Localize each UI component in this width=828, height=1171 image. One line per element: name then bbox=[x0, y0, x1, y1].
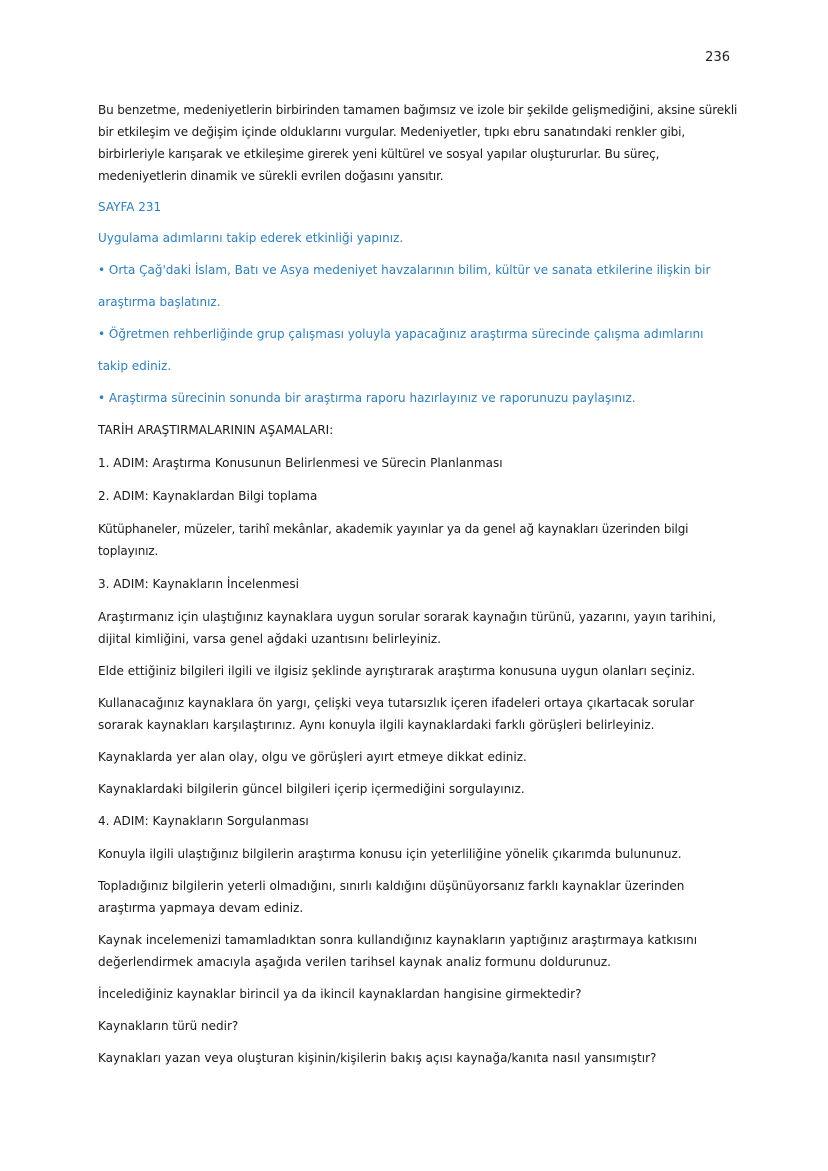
step-text: Kütüphaneler, müzeler, tarihî mekânlar, akademik yayınlar ya da genel ağ kaynakları üzerinden bilgi toplayınız. bbox=[98, 522, 689, 558]
stages-heading: TARİH ARAŞTIRMALARININ AŞAMALARI: bbox=[98, 423, 334, 437]
section-label: SAYFA 231 bbox=[98, 200, 162, 214]
step-text: İncelediğiniz kaynaklar birincil ya da ikincil kaynaklardan hangisine girmektedir? bbox=[98, 987, 582, 1001]
step-text: Kaynakları yazan veya oluşturan kişinin/kişilerin bakış açısı kaynağa/kanıta nasıl yansımıştır? bbox=[98, 1051, 657, 1065]
instruction-line: • Öğretmen rehberliğinde grup çalışması yoluyla yapacağınız araştırma sürecinde çalışma adımlarını bbox=[98, 327, 704, 341]
instruction-line: takip ediniz. bbox=[98, 359, 172, 373]
instruction-line: araştırma başlatınız. bbox=[98, 295, 221, 309]
step-text: Elde ettiğiniz bilgileri ilgili ve ilgisiz şeklinde ayrıştırarak araştırma konusuna uygun olanları seçiniz. bbox=[98, 664, 696, 678]
step-heading: 1. ADIM: Araştırma Konusunun Belirlenmesi ve Sürecin Planlanması bbox=[98, 456, 503, 470]
document-body bbox=[98, 99, 738, 1079]
instruction-line: • Orta Çağ'daki İslam, Batı ve Asya medeniyet havzalarının bilim, kültür ve sanata etkilerine ilişkin bir bbox=[98, 263, 711, 277]
step-text: Araştırmanız için ulaştığınız kaynaklara uygun sorular sorarak kaynağın türünü, yazarını, yayın tarihini, dijital kimliğini, varsa genel ağdaki uzantısını belirleyiniz. bbox=[98, 610, 717, 646]
step-text: Kaynaklardaki bilgilerin güncel bilgileri içerip içermediğini sorgulayınız. bbox=[98, 782, 525, 796]
step-heading: 4. ADIM: Kaynakların Sorgulanması bbox=[98, 814, 309, 828]
step-text: Kaynaklarda yer alan olay, olgu ve görüşleri ayırt etmeye dikkat ediniz. bbox=[98, 750, 527, 764]
instruction-line: Uygulama adımlarını takip ederek etkinliği yapınız. bbox=[98, 231, 404, 245]
step-text: Topladığınız bilgilerin yeterli olmadığını, sınırlı kaldığını düşünüyorsanız farklı kaynaklar üzerinden araştırma yapmaya devam ediniz. bbox=[98, 879, 685, 915]
intro-paragraph: Bu benzetme, medeniyetlerin birbirinden tamamen bağımsız ve izole bir şekilde gelişmediğini, aksine sürekli bir etkileşim ve değişim içinde olduklarını vurgular. Medeniyetler, tıpkı ebru sanatındaki renkler gibi, birbirleriyle karışarak ve etkileşime girerek yeni kültürel ve sosyal yapılar oluştururlar. Bu süreç, medeniyetlerin dinamik ve sürekli evrilen doğasını yansıtır. bbox=[98, 103, 738, 183]
step-text: Kaynakların türü nedir? bbox=[98, 1019, 239, 1033]
step-heading: 3. ADIM: Kaynakların İncelenmesi bbox=[98, 577, 299, 591]
step-heading: 2. ADIM: Kaynaklardan Bilgi toplama bbox=[98, 489, 318, 503]
page-number: 236 bbox=[705, 50, 730, 65]
step-text: Kullanacağınız kaynaklara ön yargı, çelişki veya tutarsızlık içeren ifadeleri ortaya çıkartacak sorular sorarak kaynakları karşılaştırınız. Aynı konuyla ilgili kaynaklardaki farklı görüşleri belirleyiniz. bbox=[98, 696, 695, 732]
step-text: Kaynak incelemenizi tamamladıktan sonra kullandığınız kaynakların yaptığınız araştırmaya katkısını değerlendirmek amacıyla aşağıda verilen tarihsel kaynak analiz formunu doldurunuz. bbox=[98, 933, 698, 969]
instruction-line: • Araştırma sürecinin sonunda bir araştırma raporu hazırlayınız ve raporunuzu paylaşınız. bbox=[98, 391, 636, 405]
step-text: Konuyla ilgili ulaştığınız bilgilerin araştırma konusu için yeterliliğine yönelik çıkarımda bulununuz. bbox=[98, 847, 682, 861]
